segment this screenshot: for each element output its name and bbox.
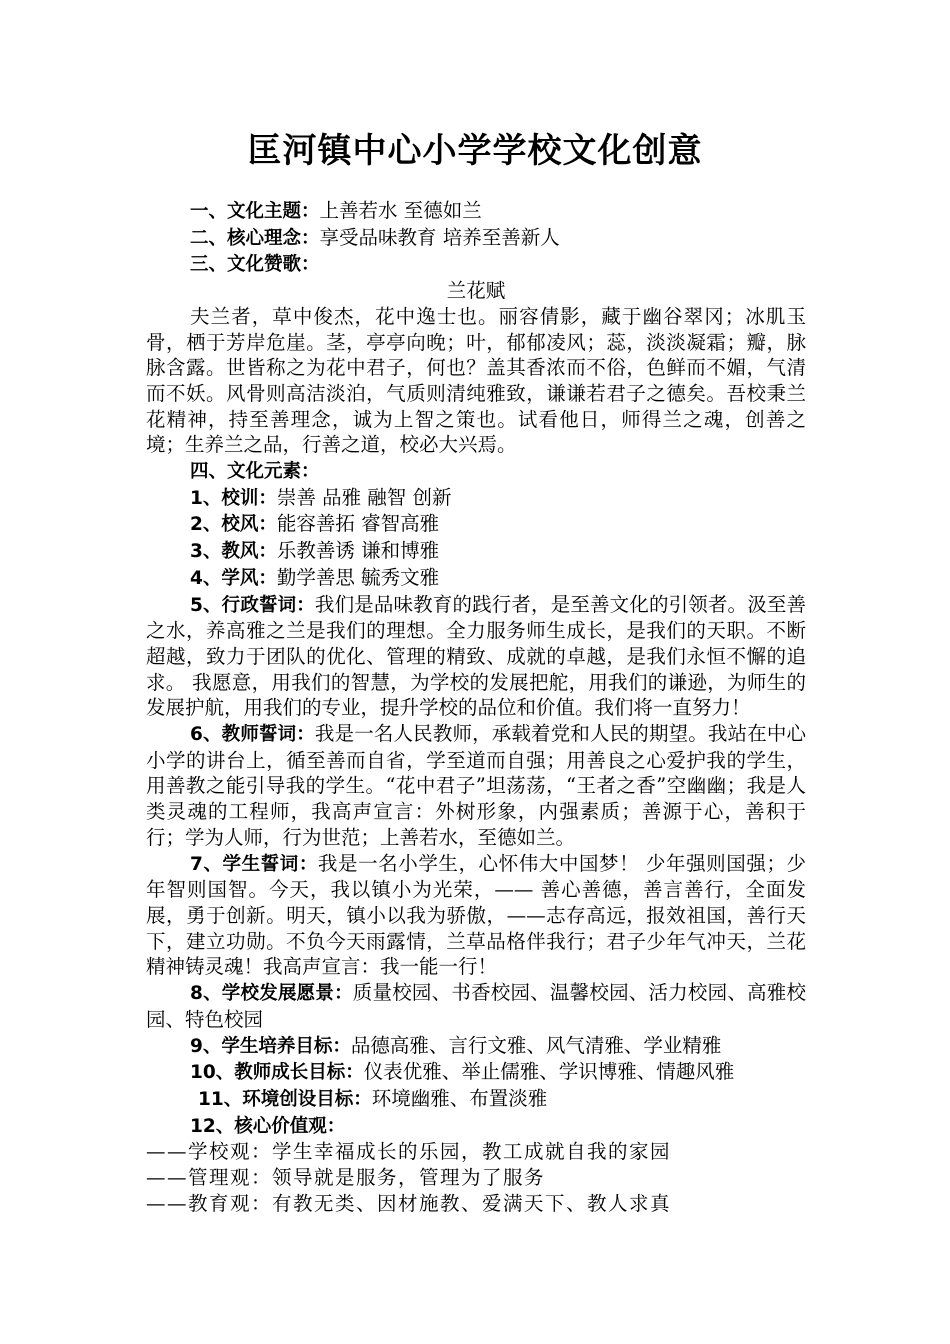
element-text: 我们是品味教育的践行者，是至善文化的引领者。汲至善之水，养高雅之兰是我们的理想。全力服务师生成长，是我们的天职。不断超越，致力于团队的优化、管理的精致、成就的卓越，是我们永恒不懈的追求。 我愿意，用我们的智慧，为学校的发展把舵，用我们的谦逊，为师生的发展护航，用我们的专业，提升学校的品位和价值。我们将一直努力！: [146, 592, 806, 720]
element-text: 我是一名人民教师，承载着党和人民的期望。我站在中心小学的讲台上，循至善而自省，学至道而自强；用善良之心爱护我的学生，用善教之能引导我的学生。“花中君子”坦荡荡，“王者之香”空幽幽；我是人类灵魂的工程师，我高声宣言：外树形象，内强素质；善源于心，善积于行；学为人师，行为世范；上善若水，至德如兰。: [146, 722, 806, 849]
element-teacher-goals: [146, 1059, 806, 1086]
element-text: 品德高雅、言行文雅、风气清雅、学业精雅: [350, 1033, 722, 1057]
section-text: 享受品味教育 培养至善新人: [319, 225, 560, 249]
element-admin-oath: [146, 592, 806, 722]
element-text: 质量校园、书香校园、温馨校园、活力校园、高雅校园、特色校园: [146, 981, 806, 1031]
element-text: 崇善 品雅 融智 创新: [276, 485, 452, 509]
element-core-values: [146, 1113, 806, 1140]
poem-title: 兰花赋: [446, 279, 506, 303]
element-label: 12、核心价值观：: [190, 1115, 346, 1137]
core-values-list: [146, 1139, 806, 1216]
element-study-style: [146, 565, 806, 592]
section-culture-elements: [146, 458, 806, 485]
element-student-goals: [146, 1033, 806, 1060]
element-label: 8、学校发展愿景：: [190, 983, 353, 1005]
element-text: 仪表优雅、举止儒雅、学识博雅、情趣风雅: [363, 1060, 735, 1084]
document-body: [146, 198, 806, 1216]
element-teacher-oath: [146, 721, 806, 851]
element-label: 6、教师誓词：: [190, 724, 315, 746]
element-label: 10、教师成长目标：: [190, 1062, 364, 1084]
value-school-view: ——学校观：学生幸福成长的乐园，教工成就自我的家园: [146, 1140, 672, 1164]
element-environment-goals: [146, 1086, 806, 1113]
element-student-oath: [146, 851, 806, 981]
element-school-vision: [146, 980, 806, 1032]
section-core-concept: [146, 225, 806, 252]
element-label: 2、校风：: [190, 514, 277, 536]
element-label: 7、学生誓词：: [190, 853, 318, 875]
element-text: 我是一名小学生，心怀伟大中国梦！ 少年强则国强；少年智则国智。今天，我以镇小为光荣，—— 善心善德，善言善行，全面发展，勇于创新。明天，镇小以我为骄傲，——志存高远，报效祖国，善行天下，建立功勋。不负今天雨露情，兰草品格伴我行；君子少年气冲天，兰花精神铸灵魂！我高声宣言：我一能一行！: [146, 851, 806, 979]
section-text: 上善若水 至德如兰: [319, 199, 482, 222]
element-school-spirit: [146, 511, 806, 538]
value-education-view: ——教育观：有教无类、因材施教、爱满天下、教人求真: [146, 1191, 672, 1215]
section-label: 一、文化主题：: [190, 201, 320, 222]
section-culture-hymn: [146, 251, 806, 278]
element-label: 11、环境创设目标：: [198, 1088, 372, 1110]
element-label: 1、校训：: [190, 487, 277, 509]
section-label: 三、文化赞歌：: [190, 254, 320, 276]
element-motto: [146, 485, 806, 512]
section-label: 二、核心理念：: [190, 227, 320, 249]
element-label: 5、行政誓词：: [190, 594, 315, 616]
poem-text: 夫兰者，草中俊杰，花中逸士也。丽容倩影，藏于幽谷翠冈；冰肌玉骨，栖于芳岸危崖。茎，亭亭向晚；叶，郁郁凌风；蕊，淡淡凝霜；瓣，脉脉含露。世皆称之为花中君子，何也？盖其香浓而不俗，色鲜而不媚，气清而不妖。风骨则高洁淡泊，气质则清纯雅致，谦谦若君子之德矣。吾校秉兰花精神，持至善理念，诚为上智之策也。试看他日，师得兰之魂，创善之境；生养兰之品，行善之道，校必大兴焉。: [146, 304, 806, 457]
element-label: 9、学生培养目标：: [190, 1035, 351, 1057]
element-text: 能容善拓 睿智高雅: [276, 512, 440, 536]
element-label: 3、教风：: [190, 541, 277, 563]
element-label: 4、学风：: [190, 567, 277, 589]
element-text: 乐教善诱 谦和博雅: [276, 539, 440, 563]
section-label: 四、文化元素：: [190, 461, 320, 483]
section-culture-theme: [146, 198, 806, 225]
element-text: 环境幽雅、布置淡雅: [371, 1086, 548, 1110]
element-text: 勤学善思 毓秀文雅: [276, 565, 440, 589]
element-teaching-style: [146, 538, 806, 565]
value-management-view: ——管理观：领导就是服务，管理为了服务: [146, 1166, 546, 1190]
document-title: 匡河镇中心小学学校文化创意: [247, 131, 703, 171]
